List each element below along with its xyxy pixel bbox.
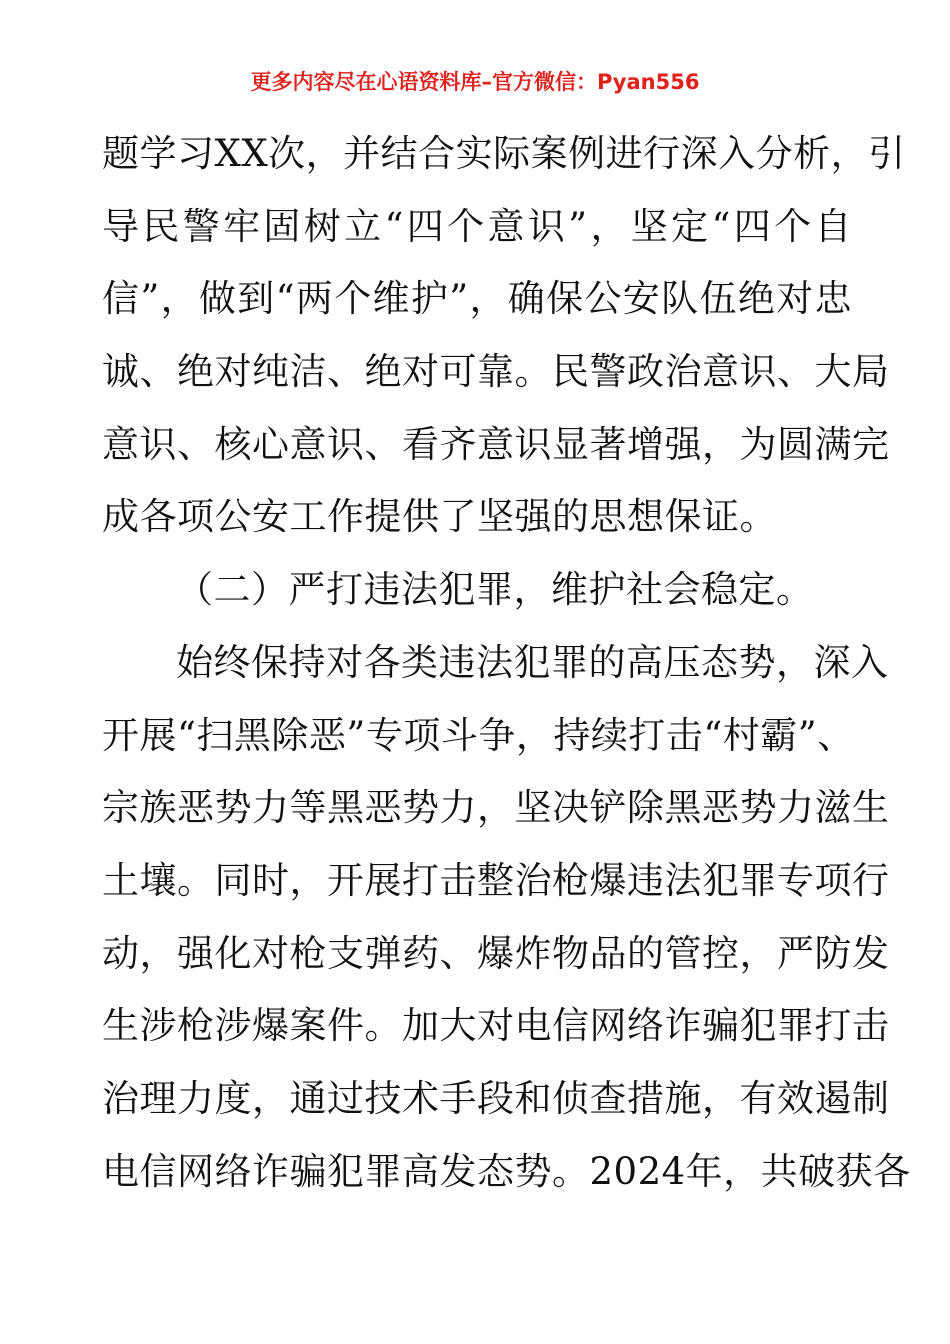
text-line: 治理力度，通过技术手段和侦查措施，有效遏制 xyxy=(102,1076,890,1120)
text-line: 导民警牢固树立“四个意识”，坚定“四个自 xyxy=(102,204,852,248)
text-line: 土壤。同时，开展打击整治枪爆违法犯罪专项行 xyxy=(102,858,890,902)
watermark-header: 更多内容尽在心语资料库–官方微信：Pyan556 xyxy=(250,70,700,94)
text-line: 信”，做到“两个维护”，确保公安队伍绝对忠 xyxy=(102,277,852,321)
text-line: 生涉枪涉爆案件。加大对电信网络诈骗犯罪打击 xyxy=(102,1004,890,1048)
text-line: 题学习XX次，并结合实际案例进行深入分析，引 xyxy=(102,132,906,175)
section-heading: （二）严打违法犯罪，维护社会稳定。 xyxy=(176,568,814,612)
text-line: 始终保持对各类违法犯罪的高压态势，深入 xyxy=(176,640,889,684)
text-line: 意识、核心意识、看齐意识显著增强，为圆满完 xyxy=(102,422,890,466)
document-body xyxy=(102,128,911,1218)
text-line: 诚、绝对纯洁、绝对可靠。民警政治意识、大局 xyxy=(102,350,890,394)
text-line: 电信网络诈骗犯罪高发态势。2024年，共破获各 xyxy=(102,1149,911,1193)
text-line: 动，强化对枪支弹药、爆炸物品的管控，严防发 xyxy=(102,931,890,975)
text-line: 成各项公安工作提供了坚强的思想保证。 xyxy=(102,495,777,539)
text-line: 宗族恶势力等黑恶势力，坚决铲除黑恶势力滋生 xyxy=(102,786,890,830)
text-line: 开展“扫黑除恶”专项斗争，持续打击“村霸”、 xyxy=(102,713,855,757)
